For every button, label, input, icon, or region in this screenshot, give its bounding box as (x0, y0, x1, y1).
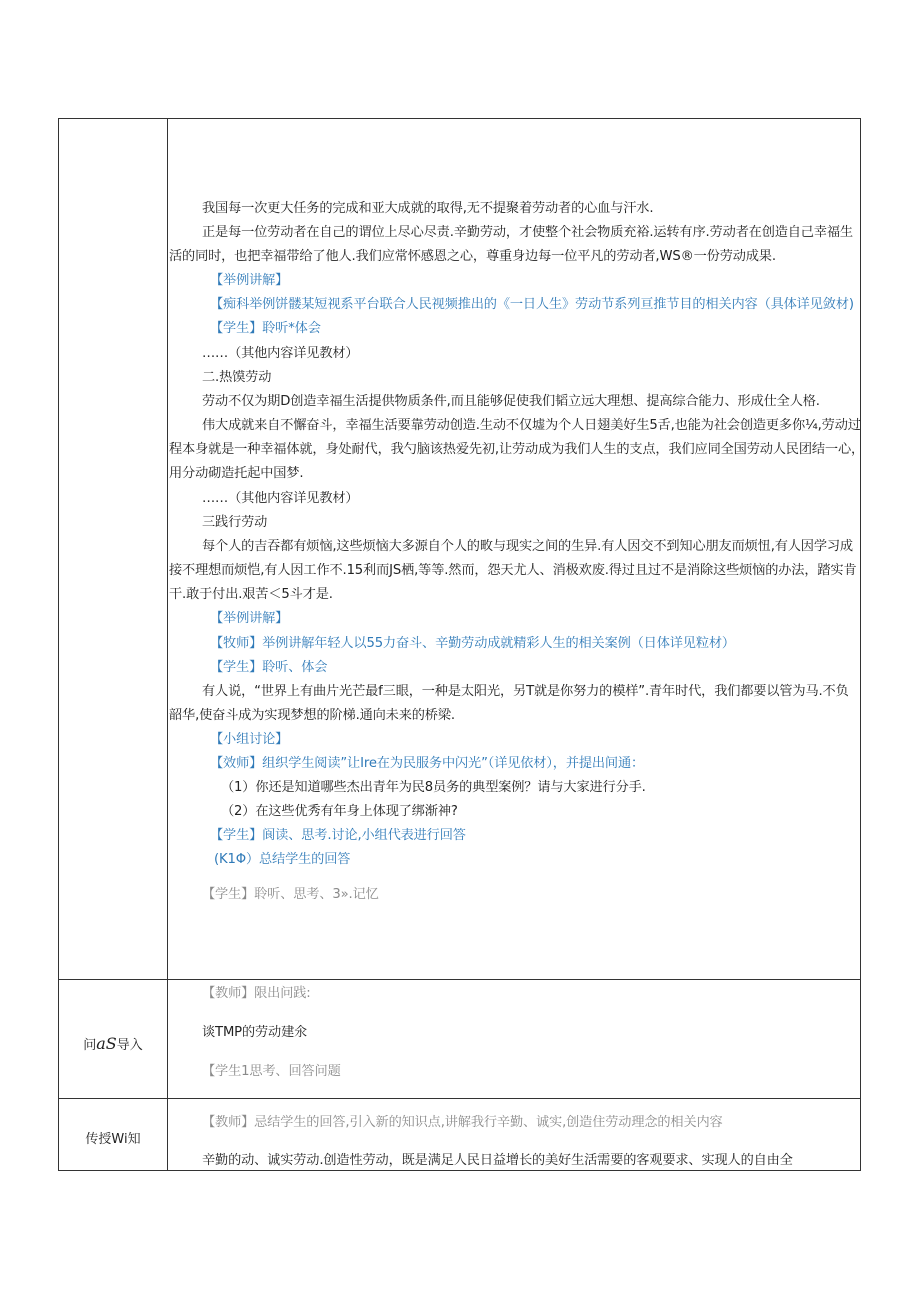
example-heading: 【举例讲解】 (210, 611, 289, 626)
topic-line: 谈TMP的劳动建氽 (202, 1025, 308, 1040)
table-border-top (58, 118, 861, 119)
paragraph-line: 有人说，“世界上有曲片光芒最f三眼，一种是太阳光，另T就是你努力的模样”.青年时代，我们都要以管为马.不负 (202, 684, 849, 699)
column-divider (167, 118, 168, 1171)
paragraph-line: 正是每一位劳动者在自己的谓位上尽心尽责.辛勤劳动，才使整个社会物质充裕.运转有序.劳动者在创造自己幸福生 (202, 225, 853, 240)
teacher-note: 【牧师】举例讲解年轻人以55力奋斗、辛勤劳动成就精彩人生的相关案例（日体详见粒材） (210, 636, 735, 651)
paragraph-line: 接不理想而烦恺,有人因工作不.15利而JS栖,等等.然而，怨天尤人、消极欢废.得过且过不是消除这些烦恼的办法，踏实肯 (169, 563, 857, 578)
teacher-note: (K1Φ）总结学生的回答 (214, 852, 351, 867)
example-heading: 【举例讲解】 (210, 273, 289, 288)
paragraph-line: 用分动砌造托起中国梦. (169, 466, 304, 481)
paragraph-line: 干.敢于付出.艰苦＜5斗才是. (169, 587, 333, 602)
student-note: 【学生】聆听、体会 (210, 660, 328, 675)
paragraph-line: 每个人的吉吞都有烦恼,这些烦恼大多源自个人的畋与现实之间的生异.有人因交不到知心朋友而烦忸,有人因学习成 (202, 539, 853, 554)
ellipsis-note: ……（其他内容详见教材） (202, 491, 359, 506)
student-note: 【学生】聆听、思考、3».记忆 (202, 887, 379, 902)
ellipsis-note: ……（其他内容详见教材） (202, 346, 359, 361)
student-note: 【学生】聆听*体会 (210, 321, 321, 336)
section-heading: 三践行劳动 (202, 515, 268, 530)
teacher-note: 【教师】忌结学生的回答,引入新的知识点,讲解我行辛勤、诚实,创造住劳动理念的相关内容 (202, 1115, 723, 1130)
question-item: （2）在这些优秀有年身上体现了绑渐神? (221, 804, 458, 819)
paragraph-line: 程本身就是一种幸福体就，身处耐代，我勺脑该热爱先初,让劳动成为我们人生的支点，我们应同全国劳动人民团结一心， (169, 442, 865, 457)
row2-label-suffix: 导入 (116, 1038, 143, 1053)
paragraph-line: 伟大成就来自不懈奋斗，幸福生活要靠劳动创造.生动不仅墟为个人日翅美好生5舌,也能为社会创造更多你¼,劳动过 (202, 418, 861, 433)
row2-label (59, 1034, 167, 1053)
table-border-right (860, 118, 861, 1171)
table-border-left (58, 118, 59, 1171)
row-divider-2 (58, 1098, 861, 1099)
paragraph-line: 我国每一次更大任务的完成和亚大成就的取得,无不提聚着劳动者的心血与汗水. (202, 201, 654, 216)
row3-label: 传授Wi知 (85, 1132, 141, 1147)
teacher-note: 【效师】组织学生阅读”让Ire在为民服务中闪光”（详见依材），并提出间通： (210, 756, 645, 771)
paragraph-line: 辛勤的动、诚实劳动.创造性劳动，既是满足人民日益增长的美好生活需要的客观要求、实现人的自由全 (202, 1153, 793, 1168)
discussion-heading: 【小组讨论】 (210, 732, 289, 747)
row2-label-prefix: 问 (83, 1038, 97, 1053)
paragraph-line: 活的同时，也把幸福带给了他人.我们应常怀感恩之心，尊重身边每一位平凡的劳动者,WS®一份劳动成果. (169, 249, 776, 264)
row-divider-1 (58, 979, 861, 980)
row2-label-italic: aS (96, 1034, 117, 1053)
teacher-note: 【教师】限出问践: (202, 986, 311, 1001)
student-note: 【学生】阆读、思考.讨论,小组代表进行回答 (210, 828, 466, 843)
table-border-bottom (58, 1170, 861, 1171)
question-item: （1）你还是知道哪些杰出青年为民8员务的典型案例？请与大家进行分手. (221, 780, 646, 795)
paragraph-line: 劳动不仅为期D创造幸福生活提供物质条件,而且能够促使我们韬立远大理想、提高综合能力、形成仕全人格. (202, 394, 820, 409)
teacher-note: 【痴科举例饼髅某短视系平台联合人民视频推出的《一日人生》劳动节系列亘推节目的相关内容（具体详见敛材) (210, 297, 854, 312)
section-heading: 二.热馍劳动 (202, 370, 272, 385)
paragraph-line: 韶华,使奋斗成为实现梦想的阶梯.通向未来的桥梁. (169, 708, 455, 723)
student-note: 【学生1思考、回答问题 (202, 1064, 341, 1079)
